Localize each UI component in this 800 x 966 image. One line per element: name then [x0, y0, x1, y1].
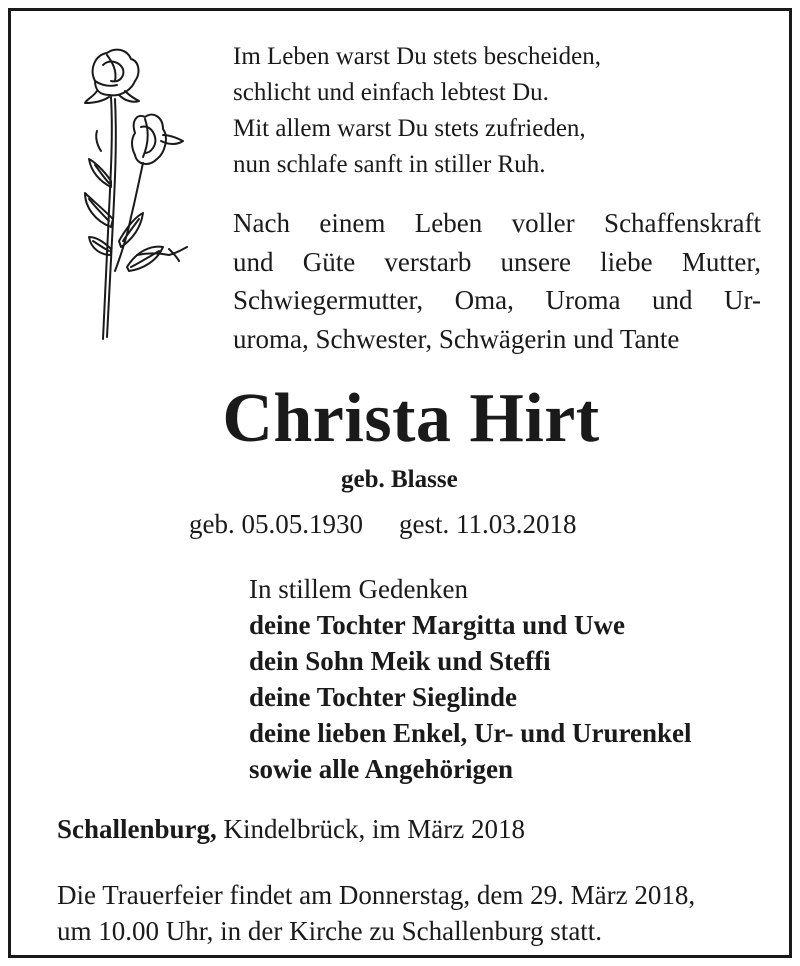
mourner-line: deine Tochter Margitta und Uwe	[249, 610, 625, 640]
life-dates	[189, 506, 576, 542]
intro-text	[233, 204, 761, 358]
intro-line: uroma, Schwester, Schwägerin und Tante	[233, 323, 680, 354]
mourners-heading: In stillem Gedenken	[249, 574, 468, 604]
mourner-line: dein Sohn Meik und Steffi	[249, 646, 551, 676]
poem-line: Im Leben warst Du stets bescheiden,	[233, 43, 601, 70]
mourner-line: sowie alle Angehörigen	[249, 754, 513, 784]
mourners-list	[249, 571, 692, 787]
death-date: gest. 11.03.2018	[398, 509, 577, 539]
funeral-line: um 10.00 Uhr, in der Kirche zu Schallenburg statt.	[57, 916, 603, 946]
birth-date: geb. 05.05.1930	[189, 509, 363, 539]
intro-line: Schwiegermutter, Oma, Uroma und Ur-	[233, 285, 761, 315]
place-rest: Kindelbrück, im März 2018	[216, 814, 525, 844]
place-main: Schallenburg,	[57, 814, 217, 844]
funeral-notice	[57, 877, 695, 949]
intro-line: Nach einem Leben voller Schaffenskraft	[233, 208, 761, 238]
mourner-line: deine Tochter Sieglinde	[249, 682, 518, 712]
poem	[233, 39, 773, 183]
poem-line: Mit allem warst Du stets zufrieden,	[233, 115, 586, 142]
maiden-name: geb. Blasse	[341, 466, 458, 493]
intro-line: und Güte verstarb unsere liebe Mutter,	[233, 246, 761, 277]
poem-line: schlicht und einfach lebtest Du.	[233, 79, 549, 106]
rose-icon	[73, 41, 193, 346]
obituary-frame	[8, 8, 792, 958]
deceased-name: Christa Hirt	[222, 380, 600, 457]
funeral-line: Die Trauerfeier findet am Donnerstag, dem 29. März 2018,	[57, 880, 696, 910]
mourner-line: deine lieben Enkel, Ur- und Ururenkel	[249, 718, 692, 748]
poem-line: nun schlafe sanft in stiller Ruh.	[233, 151, 546, 178]
place-and-date	[57, 811, 525, 847]
